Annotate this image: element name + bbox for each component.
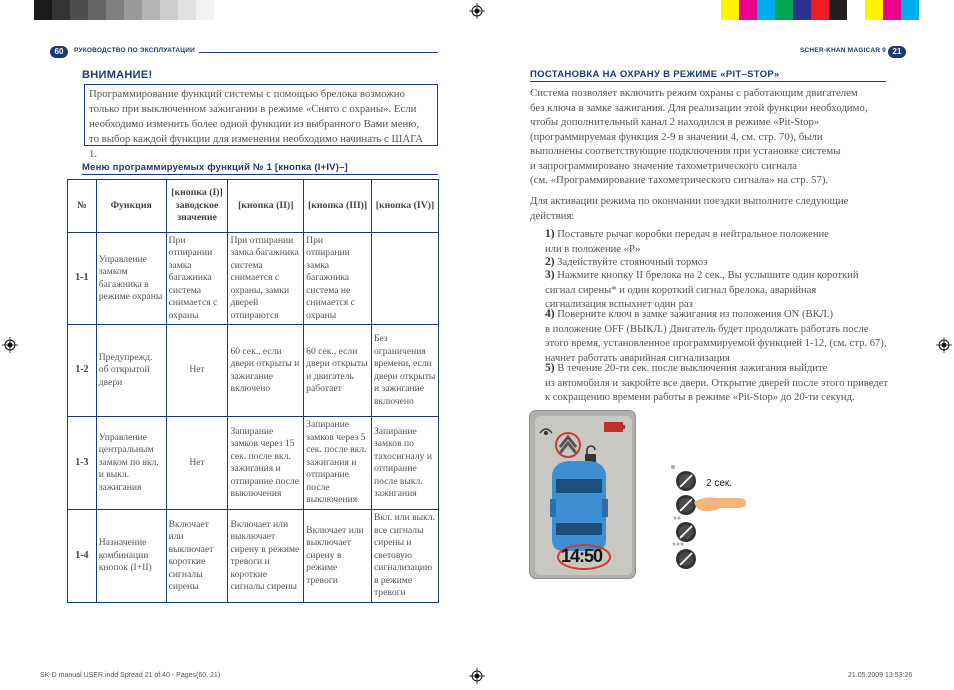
table-row — [68, 233, 439, 325]
row-number: 1-4 — [68, 510, 97, 603]
step-line: Нажмите кнопку II брелока на 2 сек., Вы услышите один короткий — [557, 270, 859, 281]
button-2-cell: При отпирании замка багажника система снимается с охраны, замки дверей отпираются — [228, 233, 304, 325]
column-header: [кнопка (II)] — [228, 180, 304, 233]
button-2-cell: 60 сек., если двери открыты и зажигание включено — [228, 325, 304, 417]
intro-line: (программируемая функция 2-9 в значении 4, см. стр. 70), были — [530, 130, 823, 143]
intro-line: выполнены соответствующие подключения при установке системы — [530, 145, 841, 157]
color-swatch — [811, 0, 829, 20]
color-swatch — [34, 0, 52, 20]
color-calibration-bar — [721, 0, 937, 20]
intro-line: (см. «Программирование тахометрического сигнала» на стр. 57). — [530, 174, 829, 186]
step-line: начнет работать аварийная сигнализация — [545, 352, 730, 364]
button-2-cell: Запирание замков через 15 сек. после вкл. зажигания и отпирание после выключения — [228, 417, 304, 510]
fob-display — [529, 410, 636, 579]
row-number: 1-3 — [68, 417, 97, 510]
step-item — [545, 268, 890, 313]
button-4-cell: Запирание замков по тахосигналу и отпирание после выкл. зажигания — [372, 417, 439, 510]
intro-paragraph — [530, 86, 890, 188]
color-swatch — [178, 0, 196, 20]
activation-paragraph — [530, 194, 890, 223]
right-running-head: SCHER-KHAN MAGICAR 9 — [800, 47, 886, 54]
intro-line: без ключа в замке зажигания. Для реализации этой функции необходимо, — [530, 101, 868, 114]
warning-title: ВНИМАНИЕ! — [82, 69, 153, 81]
color-swatch — [829, 0, 847, 20]
color-swatch — [124, 0, 142, 20]
registration-mark-icon — [469, 668, 485, 684]
color-swatch — [70, 0, 88, 20]
function-cell: Предупрежд. об открытой двери — [96, 325, 166, 417]
step-line: В течение 20-ти сек. после выключения зажигания выйдите — [557, 363, 828, 374]
step-line: Поверните ключ в замке зажигания из положения ON (ВКЛ.) — [557, 309, 833, 320]
pitstop-rule — [530, 81, 886, 82]
left-page-number: 60 — [50, 46, 68, 58]
registration-mark-icon — [469, 3, 485, 19]
intro-line: Система позволяет включить режим охраны с работающим двигателем — [530, 87, 858, 99]
button-2-cell: Включает или выключает сирену в режиме тревоги и короткие сигналы сирены — [228, 510, 304, 603]
column-header: Функция — [96, 180, 166, 233]
table-header-row — [68, 180, 439, 233]
color-swatch — [160, 0, 178, 20]
button-1-cell: При отпирании замка багажника система снимается с охраны — [166, 233, 228, 325]
color-swatch — [757, 0, 775, 20]
intro-line: и запрограммировано значение тахометрического сигнала — [530, 159, 798, 172]
button-3-cell: При отпирании замка багажника система не снимается с охраны — [304, 233, 372, 325]
step-number: 5) — [545, 362, 555, 374]
step-line: сигнализация вспыхнет один раз — [545, 299, 693, 310]
button-1-cell: Нет — [166, 325, 228, 417]
color-swatch — [52, 0, 70, 20]
column-header: [кнопка (IV)] — [372, 180, 439, 233]
color-swatch — [775, 0, 793, 20]
warning-line: только при выключенном зажигании в режиме «Снято с охраны». Если — [89, 103, 417, 115]
color-swatch — [919, 0, 937, 20]
button-1-cell: Включает или выключает короткие сигналы сирены — [166, 510, 228, 603]
step-line: Задействуйте стояночный тормоз — [557, 257, 708, 268]
function-cell: Управление замком багажника в режиме охраны — [96, 233, 166, 325]
column-header: [кнопка (III)] — [304, 180, 372, 233]
step-item — [545, 307, 890, 366]
step-line: или в положение «Р» — [545, 243, 641, 255]
step-line: из автомобиля и закройте все двери. Открытие дверей после этого приведет — [545, 377, 889, 389]
button-3-cell: Запирание замков через 5 сек. после вкл. зажигания и отпирание после выключения — [304, 417, 372, 510]
function-cell: Управление центральным замком по вкл. и выкл. зажигания — [96, 417, 166, 510]
step-line: сигнал сирены* и один короткий сигнал брелока, аварийная — [545, 284, 817, 296]
column-header: [кнопка (I)] заводское значение — [166, 180, 228, 233]
button-4-cell — [372, 233, 439, 325]
step-line: к сокращению времени работы в режиме «Pit-Stop» до 20-ти секунд. — [545, 392, 855, 403]
table-row — [68, 417, 439, 510]
row-number: 1-1 — [68, 233, 97, 325]
color-swatch — [142, 0, 160, 20]
step-line: этого время, установленное программируемой функцией 1-12, (см. стр. 67), — [545, 338, 887, 349]
color-swatch — [739, 0, 757, 20]
registration-mark-icon — [2, 337, 18, 353]
color-swatch — [793, 0, 811, 20]
display-time: 14:50 — [561, 546, 603, 566]
gray-calibration-bar — [34, 0, 232, 20]
table-row — [68, 510, 439, 603]
left-running-head: РУКОВОДСТВО ПО ЭКСПЛУАТАЦИИ — [74, 47, 195, 54]
color-swatch — [106, 0, 124, 20]
step-line: Поставьте рычаг коробки передач в нейтральное положение — [557, 229, 829, 240]
activation-line: Для активации режима по окончании поездки выполните следующие — [530, 195, 849, 207]
color-swatch — [865, 0, 883, 20]
warning-box — [84, 84, 438, 160]
button-3-cell: Включает или выключает сирену в режиме тревоги — [304, 510, 372, 603]
color-swatch — [196, 0, 214, 20]
intro-line: чтобы дополнительный канал 2 находился в режиме «Pit-Stop» — [530, 116, 820, 128]
color-swatch — [883, 0, 901, 20]
footer-right: 21.05.2009 13:53:26 — [848, 672, 913, 679]
table-row — [68, 325, 439, 417]
press-duration-label: 2 сек. — [706, 478, 733, 489]
function-cell: Назначение комбинации кнопок (I+II) — [96, 510, 166, 603]
menu-rule — [82, 174, 438, 175]
color-swatch — [88, 0, 106, 20]
button-1-cell: Нет — [166, 417, 228, 510]
registration-mark-icon — [936, 337, 952, 353]
color-swatch — [214, 0, 232, 20]
warning-line: необходимо изменить более одной функции из выбранного Вами меню, — [89, 118, 420, 130]
row-number: 1-2 — [68, 325, 97, 417]
step-number: 4) — [545, 308, 555, 320]
color-swatch — [901, 0, 919, 20]
activation-line: действия: — [530, 209, 575, 222]
header-rule — [199, 52, 438, 53]
step-item — [545, 361, 890, 406]
footer-left: SK-D manual USER.indd Spread 21 of 40 - Pages(60, 21) — [40, 672, 221, 679]
color-swatch — [721, 0, 739, 20]
programming-table — [67, 179, 439, 603]
step-number: 2) — [545, 256, 555, 268]
color-swatch — [847, 0, 865, 20]
menu-title: Меню программируемых функций № 1 [кнопка (I+IV)–] — [82, 162, 348, 173]
button-3-cell: 60 сек., если двери открыты и двигатель работает — [304, 325, 372, 417]
pitstop-title: ПОСТАНОВКА НА ОХРАНУ В РЕЖИМЕ «PIT–STOP» — [530, 69, 780, 80]
step-item — [545, 227, 890, 257]
right-page-number: 21 — [888, 46, 906, 58]
fob-buttons — [666, 464, 766, 584]
warning-line: то выбор каждой функции для изменения необходимо начинать с ШАГА 1. — [89, 133, 424, 160]
button-4-cell: Вкл. или выкл. все сигналы сирены и световую сигнализацию в режиме тревоги — [372, 510, 439, 603]
step-line: в положение OFF (ВЫКЛ.) Двигатель будет продолжать работать после — [545, 323, 869, 335]
button-4-cell: Без ограничения времени, если двери открыты и зажигание включено — [372, 325, 439, 417]
column-header: № — [68, 180, 97, 233]
step-number: 3) — [545, 269, 555, 281]
step-number: 1) — [545, 228, 555, 240]
warning-line: Программирование функций системы с помощью брелока возможно — [89, 88, 405, 100]
